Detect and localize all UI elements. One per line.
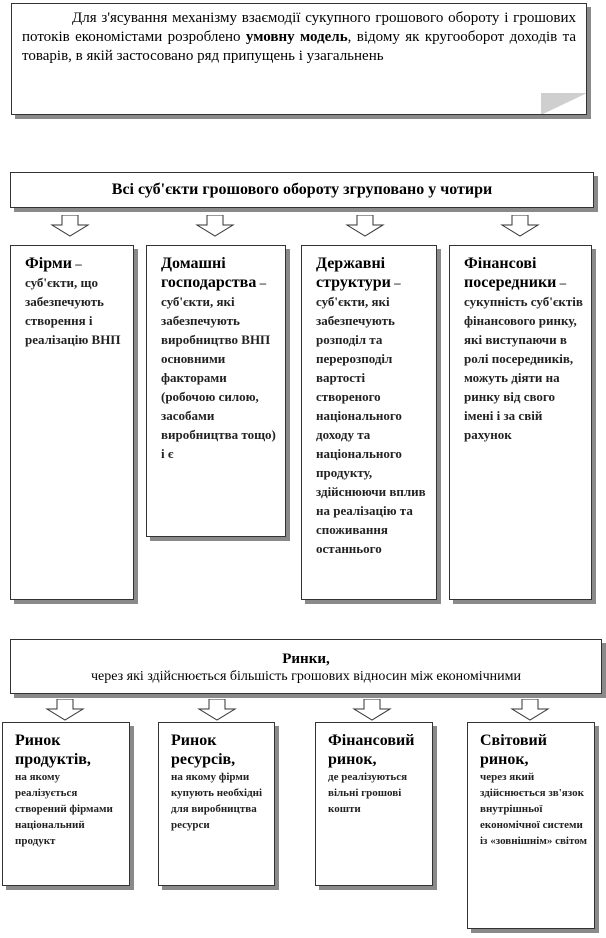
down-arrow-icon [500, 215, 540, 237]
subject-title: Фірми [25, 255, 72, 272]
page-fold-corner [541, 93, 587, 115]
down-arrow-icon [50, 215, 90, 237]
subject-title: Державні структури [316, 255, 391, 291]
market-financial [315, 722, 433, 886]
market-title: Світовий ринок, [480, 732, 547, 768]
down-arrow-icon [45, 699, 85, 721]
down-arrow-icon [510, 699, 550, 721]
market-world [467, 722, 595, 929]
subjects-banner-text: Всі суб'єкти грошового обороту згруповано у чотири [111, 181, 493, 198]
subject-firms [10, 245, 134, 600]
market-title: Фінансовий ринок, [328, 732, 415, 768]
markets-banner [10, 639, 602, 694]
market-products [2, 722, 130, 886]
market-title: Ринок продуктів, [15, 732, 91, 768]
down-arrow-icon [197, 699, 237, 721]
subject-households [146, 245, 286, 537]
subject-text: – суб'єкти, що забезпечують створення і реалізацію ВНП [25, 256, 121, 347]
subject-text: – суб'єкти, які забезпечують розподіл та перерозподіл вартості створеного національного доходу та національного продукту, здійснюючи вплив на реалізацію та споживання останнього [316, 275, 426, 556]
down-arrow-icon [345, 215, 385, 237]
intro-text-1: Для з'ясування механізму взаємодії сукупного грошового обороту і грошових потоків економістами розроблено [22, 10, 576, 45]
subject-title: Фінансові посередники [464, 255, 557, 291]
intro-emphasis: умовну модель [245, 29, 348, 45]
market-resources [158, 722, 275, 886]
subject-text: – сукупність суб'єктів фінансового ринку, які виступаючи в ролі посередників, можуть діяти на ринку від свого імені і за свій рахунок [464, 275, 583, 442]
market-text: через який здійснюється зв'язок внутрішньої економічної системи із «зовнішнім» світом [480, 771, 587, 847]
subject-text: – суб'єкти, які забезпечують виробництво ВНП основними факторами (робочою силою, засобами виробництва тощо) і є [161, 275, 276, 461]
intro-note [11, 3, 587, 115]
subject-financial-intermediaries [449, 245, 592, 600]
subject-state [301, 245, 437, 600]
down-arrow-icon [195, 215, 235, 237]
market-text: на якому реалізується створений фірмами національний продукт [15, 771, 113, 847]
market-title: Ринок ресурсів, [171, 732, 236, 768]
subject-title: Домашні господарства [161, 255, 257, 291]
markets-banner-title: Ринки, [282, 650, 330, 667]
down-arrow-icon [352, 699, 392, 721]
subjects-banner [10, 172, 594, 208]
intro-text-2: , відому як кругооборот доходів та товарів, в якій застосовано ряд припущень і узагальнень [22, 29, 576, 64]
markets-banner-text: через які здійснюється більшість грошових відносин між економічними [90, 668, 522, 684]
market-text: на якому фірми купують необхідні для виробництва ресурси [171, 771, 263, 831]
market-text: де реалізуються вільні грошові кошти [328, 771, 408, 815]
